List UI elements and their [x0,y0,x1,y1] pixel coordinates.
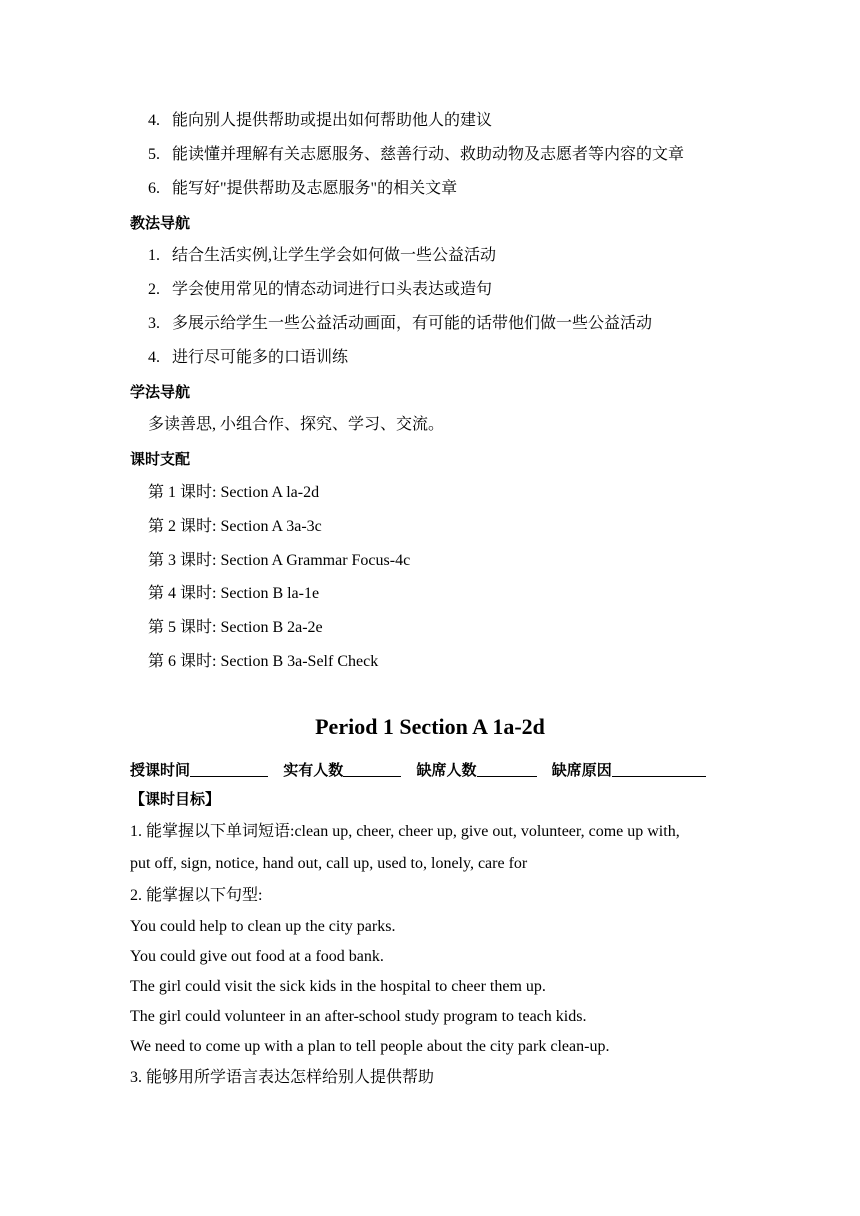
field-label: 缺席原因 [551,761,612,779]
goal-item: 1. 能掌握以下单词短语:clean up, cheer, cheer up, give out, volunteer, come up with, [130,823,680,840]
period-title: Period 1 Section A 1a-2d [315,714,545,739]
sentence-pattern: You could give out food at a food bank. [130,948,384,965]
lesson-info-fields [130,760,706,780]
field-blank[interactable] [190,760,268,777]
objective-item: 6. 能写好"提供帮助及志愿服务"的相关文章 [148,180,458,197]
goal-item: 2. 能掌握以下句型: [130,887,263,904]
objective-item: 5. 能读懂并理解有关志愿服务、慈善行动、救助动物及志愿者等内容的文章 [148,146,685,163]
goal-item-continued: put off, sign, notice, hand out, call up, used to, lonely, care for [130,855,528,872]
teaching-item: 2. 学会使用常见的情态动词进行口头表达或造句 [148,281,493,298]
field-blank[interactable] [343,760,401,777]
schedule-item: 第 3 课时: Section A Grammar Focus-4c [148,552,411,569]
schedule-item: 第 6 课时: Section B 3a-Self Check [148,653,379,670]
learning-text: 多读善思, 小组合作、探究、学习、交流。 [148,416,445,433]
objective-item: 4. 能向别人提供帮助或提出如何帮助他人的建议 [148,112,493,129]
field-blank[interactable] [612,760,706,777]
field-label: 缺席人数 [416,761,477,779]
schedule-item: 第 2 课时: Section A 3a-3c [148,518,322,535]
learning-heading: 学法导航 [130,383,191,401]
sentence-pattern: We need to come up with a plan to tell people about the city park clean-up. [130,1038,610,1055]
field-label: 授课时间 [130,761,191,779]
schedule-item: 第 4 课时: Section B la-1e [148,585,320,602]
teaching-heading: 教法导航 [130,214,191,232]
schedule-item: 第 5 课时: Section B 2a-2e [148,619,323,636]
goals-heading: 【课时目标】 [130,790,221,808]
goal-item: 3. 能够用所学语言表达怎样给别人提供帮助 [130,1069,435,1086]
teaching-item: 1. 结合生活实例,让学生学会如何做一些公益活动 [148,247,497,264]
field-blank[interactable] [477,760,537,777]
teaching-item: 4. 进行尽可能多的口语训练 [148,349,349,366]
schedule-heading: 课时支配 [130,450,191,468]
schedule-item: 第 1 课时: Section A la-2d [148,484,320,501]
field-label: 实有人数 [283,761,344,779]
teaching-item: 3. 多展示给学生一些公益活动画面，有可能的话带他们做一些公益活动 [148,315,653,332]
sentence-pattern: The girl could visit the sick kids in the hospital to cheer them up. [130,978,546,995]
sentence-pattern: You could help to clean up the city parks. [130,918,396,935]
sentence-pattern: The girl could volunteer in an after-school study program to teach kids. [130,1008,587,1025]
